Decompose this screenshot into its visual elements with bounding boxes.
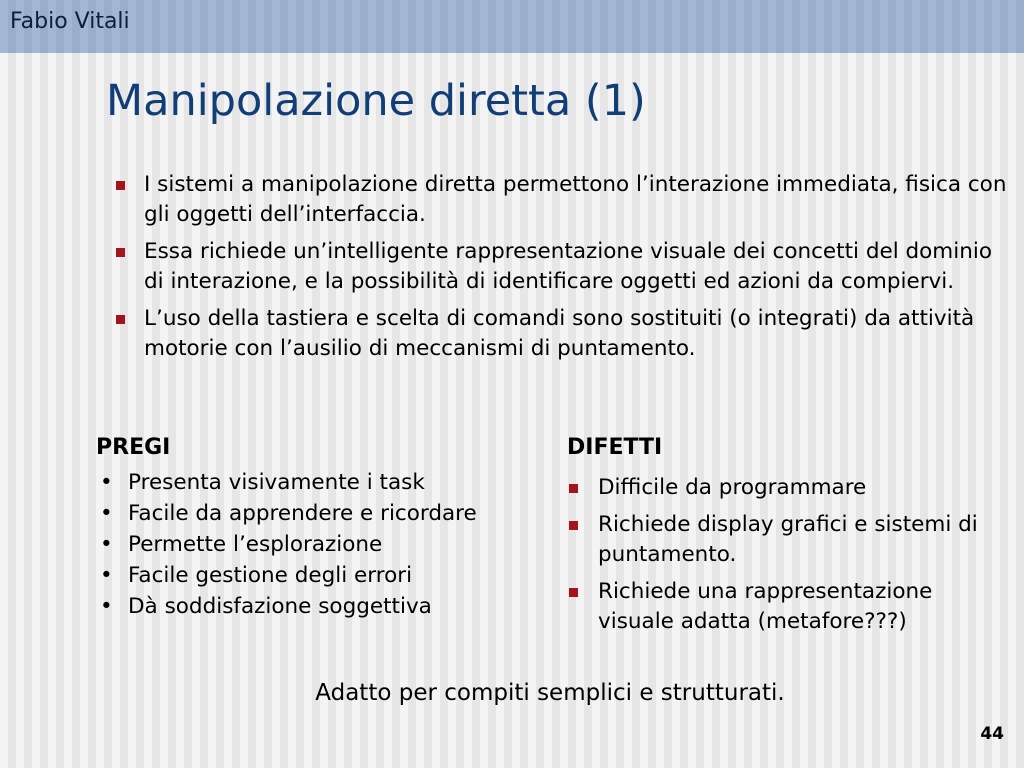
pregi-item-text: Permette l’esplorazione [128,532,383,557]
slide-title: Manipolazione diretta (1) [106,76,646,126]
difetti-heading: DIFETTI [567,435,663,460]
page-number: 44 [980,724,1004,744]
header-bar [0,0,1024,53]
main-bullet-item [110,304,1010,364]
square-bullet-icon [116,248,125,257]
difetti-list [564,473,1014,644]
difetti-item-text: Richiede una rappresentazione visuale adatta (metafore???) [598,579,933,634]
difetti-item [564,577,1014,637]
author-name: Fabio Vitali [10,9,130,34]
footer-note: Adatto per compiti semplici e strutturati. [315,680,785,706]
pregi-item [96,591,566,622]
difetti-item [564,510,1014,570]
pregi-item [96,467,566,498]
difetti-item-text: Difficile da programmare [598,475,867,500]
difetti-item [564,473,1014,503]
square-bullet-icon [569,588,578,597]
square-bullet-icon [116,181,125,190]
main-bullet-text: Essa richiede un’intelligente rappresentazione visuale dei concetti del dominio di interazione, e la possibilità di identificare oggetti ed azioni da compiervi. [144,239,992,294]
dot-bullet-icon: • [100,532,113,557]
square-bullet-icon [116,315,125,324]
pregi-item-text: Facile gestione degli errori [128,563,413,588]
main-bullet-text: I sistemi a manipolazione diretta permettono l’interazione immediata, fisica con gli oggetti dell’interfaccia. [144,172,1007,227]
main-bullet-text: L’uso della tastiera e scelta di comandi sono sostituiti (o integrati) da attività motorie con l’ausilio di meccanismi di puntamento. [144,306,975,361]
pregi-item [96,560,566,591]
square-bullet-icon [569,521,578,530]
dot-bullet-icon: • [100,563,113,588]
main-bullet-list [110,170,1010,371]
pregi-item-text: Presenta visivamente i task [128,470,425,495]
dot-bullet-icon: • [100,594,113,619]
dot-bullet-icon: • [100,470,113,495]
pregi-item-text: Dà soddisfazione soggettiva [128,594,432,619]
pregi-item-text: Facile da apprendere e ricordare [128,501,477,526]
pregi-heading: PREGI [96,435,171,460]
main-bullet-item [110,170,1010,230]
dot-bullet-icon: • [100,501,113,526]
pregi-item [96,529,566,560]
pregi-list [96,467,566,622]
main-bullet-item [110,237,1010,297]
pregi-item [96,498,566,529]
difetti-item-text: Richiede display grafici e sistemi di puntamento. [598,512,978,567]
square-bullet-icon [569,484,578,493]
